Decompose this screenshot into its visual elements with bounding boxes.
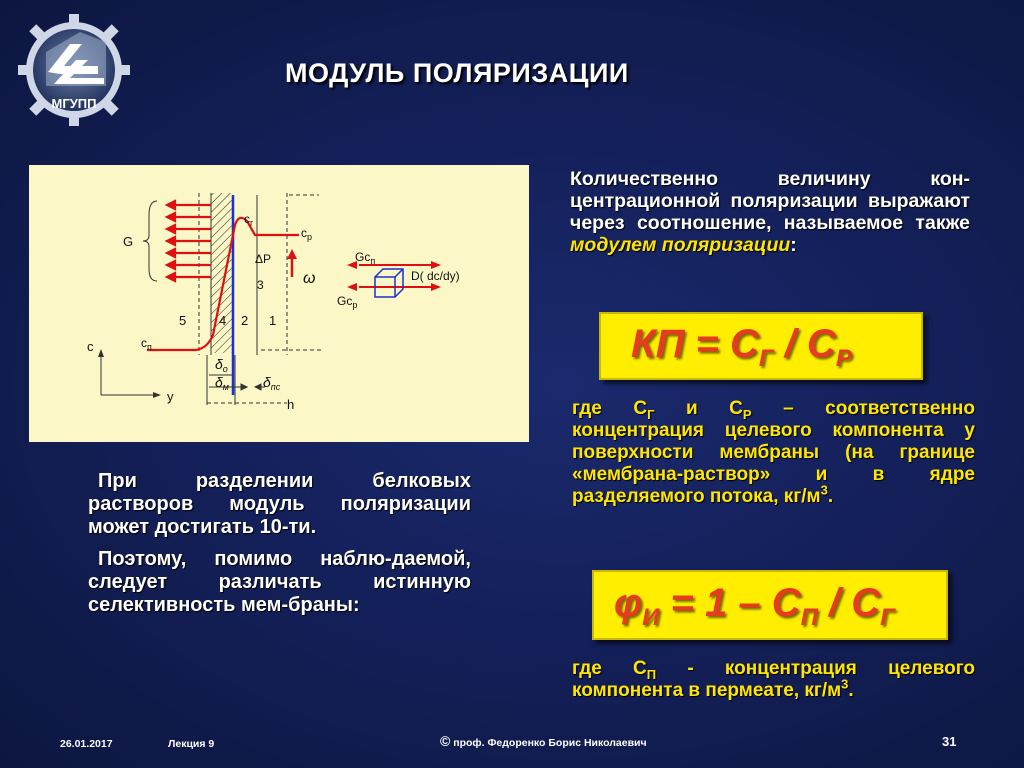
label-cg-sub: г bbox=[250, 218, 254, 228]
label-zone-1: 1 bbox=[269, 313, 277, 328]
label-deltaP: ΔP bbox=[255, 252, 272, 266]
label-cp: c bbox=[301, 226, 307, 240]
label-delta-ps-sub: пс bbox=[270, 382, 281, 392]
footer-author bbox=[440, 733, 647, 749]
svg-text:cг bbox=[244, 212, 254, 228]
diagram-svg bbox=[29, 165, 529, 442]
svg-text:δпс bbox=[263, 374, 281, 392]
label-Gcn: Gc bbox=[355, 250, 371, 264]
label-omega: ω bbox=[303, 270, 316, 287]
svg-text:Gcп bbox=[355, 250, 375, 266]
label-h: h bbox=[287, 397, 295, 412]
label-cn-sub: п bbox=[147, 342, 152, 352]
left-paragraph-1: При разделении белковых растворов модуль поляризации может достигать 10-ти. bbox=[88, 470, 471, 538]
label-G: G bbox=[123, 234, 134, 249]
svg-text:Gcр bbox=[337, 294, 357, 310]
label-zone-3: 3 bbox=[257, 278, 264, 292]
label-cn: c bbox=[141, 336, 147, 350]
label-Gcp-sub: р bbox=[352, 300, 358, 310]
label-zone-2: 2 bbox=[241, 313, 249, 328]
label-delta-m: δ bbox=[215, 374, 223, 390]
definition-highlight: модулем поляризации bbox=[570, 234, 791, 256]
label-cp-sub: р bbox=[307, 232, 313, 242]
definition-end: : bbox=[790, 234, 797, 256]
formula-kp-box bbox=[599, 312, 923, 380]
svg-text:δм bbox=[215, 374, 229, 392]
footer-author-name: проф. Федоренко Борис Николаевич bbox=[453, 737, 647, 749]
page-title: МОДУЛЬ ПОЛЯРИЗАЦИИ bbox=[285, 58, 629, 88]
page-number: 31 bbox=[942, 734, 957, 749]
formula-phi-explanation: где $С_П$ - концентрация целевого компонента в пермеате, $кг/м^3$. bbox=[572, 658, 976, 701]
label-zone-5: 5 bbox=[179, 313, 187, 328]
label-y-axis: y bbox=[167, 389, 174, 404]
university-gear-logo-icon bbox=[18, 12, 130, 128]
svg-text:cп bbox=[141, 336, 152, 352]
definition-paragraph bbox=[570, 168, 970, 256]
svg-text:cр bbox=[301, 226, 312, 242]
label-c-axis: c bbox=[87, 339, 94, 354]
definition-text: Количественно величину кон-центрационной поляризации выражают через соотношение, называемое также bbox=[570, 168, 970, 234]
formula-phi: $\varphi_И = 1 - С_П / С_Г$ bbox=[614, 581, 895, 631]
label-delta-o-sub: о bbox=[222, 364, 228, 374]
label-Gcp: Gc bbox=[337, 294, 353, 308]
formula-kp: КП = $С_Г / С_Р$ bbox=[631, 322, 852, 372]
formula-kp-explanation: где $С_Г$ и $С_Р$ – соответственно концентрация целевого компонента у поверхности мембраны (на границе «мембрана-раствор» и в ядре разделяемого потока, $кг/м^3$. bbox=[572, 398, 975, 507]
label-D: D( dc/dy) bbox=[411, 269, 460, 283]
formula-phi-box bbox=[592, 570, 948, 640]
logo-text: МГУПП bbox=[51, 96, 97, 111]
flux-arrows bbox=[167, 201, 211, 281]
label-delta-o: δ bbox=[215, 356, 223, 372]
label-Gcn-sub: п bbox=[370, 256, 376, 266]
footer-lecture: Лекция 9 bbox=[168, 738, 215, 750]
university-logo bbox=[18, 12, 130, 128]
polarization-diagram bbox=[29, 165, 529, 442]
label-zone-4: 4 bbox=[219, 313, 227, 328]
control-volume-cube bbox=[375, 269, 403, 297]
footer-date: 26.01.2017 bbox=[60, 738, 113, 750]
svg-text:δо bbox=[215, 356, 228, 374]
left-paragraph-2: Поэтому, помимо наблю-даемой, следует различать истинную селективность мем-браны: bbox=[88, 548, 471, 616]
label-delta-m-sub: м bbox=[222, 382, 229, 392]
copyright-icon: © bbox=[440, 733, 451, 749]
label-cg: c bbox=[244, 212, 250, 226]
label-delta-ps: δ bbox=[263, 374, 271, 390]
